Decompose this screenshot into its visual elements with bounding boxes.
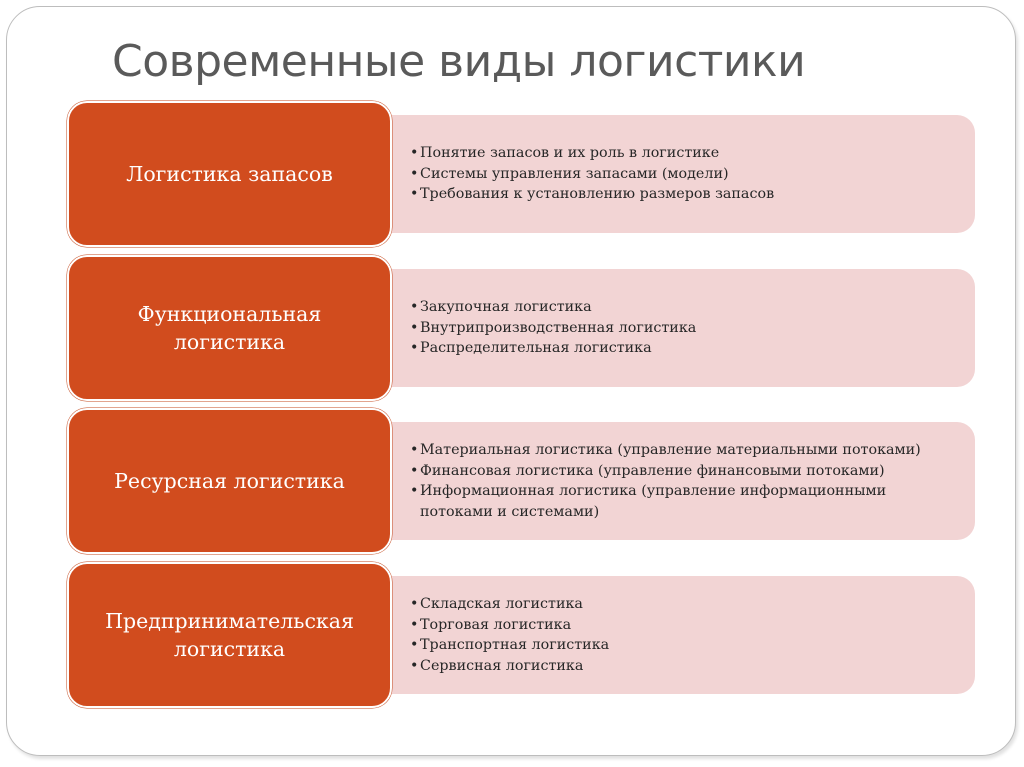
category-row xyxy=(0,101,1024,247)
bullet-item: • Закупочная логистика xyxy=(410,297,975,318)
bullet-item: • Финансовая логистика (управление финансовыми потоками) xyxy=(410,461,975,482)
bullet-item: • Информационная логистика (управление информационными потоками и системами) xyxy=(410,481,975,522)
bullet-item: • Материальная логистика (управление материальными потоками) xyxy=(410,440,975,461)
bullet-item: • Транспортная логистика xyxy=(410,635,975,656)
category-row xyxy=(0,562,1024,708)
detail-box xyxy=(368,269,975,387)
detail-box xyxy=(368,576,975,694)
bullet-item: • Требования к установлению размеров запасов xyxy=(410,184,975,205)
bullet-item: • Понятие запасов и их роль в логистике xyxy=(410,143,975,164)
bullet-list xyxy=(410,297,975,359)
bullet-item: • Внутрипроизводственная логистика xyxy=(410,318,975,339)
bullet-item: • Торговая логистика xyxy=(410,615,975,636)
bullet-item: • Системы управления запасами (модели) xyxy=(410,164,975,185)
bullet-list xyxy=(410,143,975,205)
bullet-item: • Складская логистика xyxy=(410,594,975,615)
bullet-item: • Сервисная логистика xyxy=(410,656,975,677)
category-row xyxy=(0,255,1024,401)
detail-box xyxy=(368,115,975,233)
category-box-inventory: Логистика запасов xyxy=(67,101,392,247)
category-row xyxy=(0,408,1024,554)
bullet-list xyxy=(410,440,975,522)
category-box-resource: Ресурсная логистика xyxy=(67,408,392,554)
detail-box xyxy=(368,422,975,540)
category-box-entrepreneurial: Предпринимательская логистика xyxy=(67,562,392,708)
category-box-functional: Функциональная логистика xyxy=(67,255,392,401)
bullet-item: • Распределительная логистика xyxy=(410,338,975,359)
bullet-list xyxy=(410,594,975,676)
slide-title: Современные виды логистики xyxy=(112,36,806,87)
